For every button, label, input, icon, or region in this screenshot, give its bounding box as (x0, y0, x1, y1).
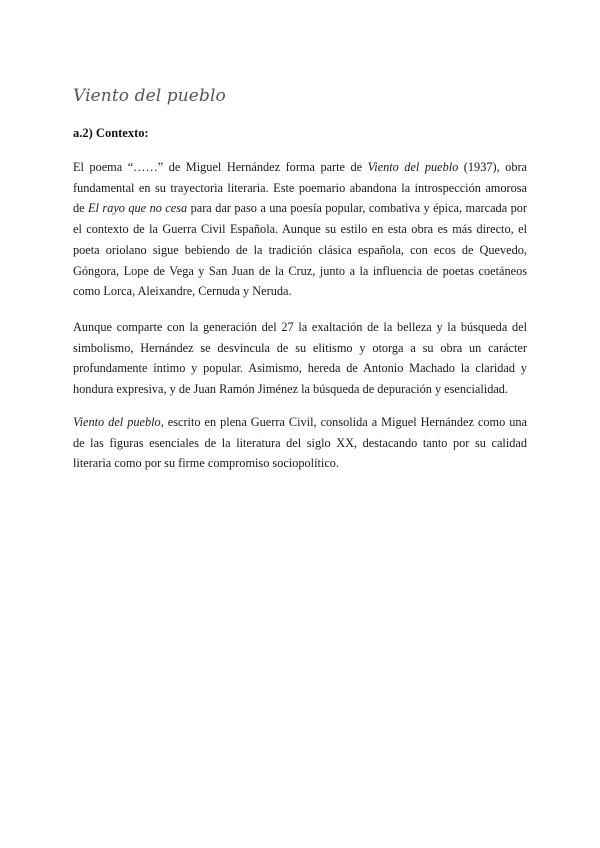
book-title-el-rayo-que-no-cesa: El rayo que no cesa (88, 201, 188, 216)
book-title-viento-del-pueblo: Viento del pueblo (367, 160, 459, 174)
book-title-viento-del-pueblo: Viento del pueblo (73, 415, 161, 429)
paragraph-1-text-b: (1937), obra fundamental en su trayectoria literaria. Este poemario abandona la introspección amorosa de (73, 160, 528, 216)
paragraph-3-text: , escrito en plena Guerra Civil, consolida a Miguel Hernández como una de las figuras esenciales de la literatura del siglo XX, destacando tanto por su calidad literaria como por su firme compromiso sociopolítico. (73, 415, 528, 471)
context-paragraph-1 (73, 157, 527, 302)
paragraph-1-text-a: El poema “……” de Miguel Hernández forma parte de (73, 160, 368, 174)
context-paragraph-3 (73, 412, 527, 474)
section-heading: a.2) Contexto: (73, 126, 149, 140)
paragraph-1-text-c: para dar paso a una poesía popular, combativa y épica, marcada por el contexto de la Guerra Civil Española. Aunque su estilo en esta obra es más directo, el poeta oriolano sigue bebiendo de la tradición clásica española, con ecos de Quevedo, Góngora, Lope de Vega y San Juan de la Cruz, junto a la influencia de poetas coetáneos como Lorca, Aleixandre, Cernuda y Neruda. (73, 201, 527, 299)
document-title: Viento del pueblo (73, 86, 226, 106)
context-paragraph-2: Aunque comparte con la generación del 27 la exaltación de la belleza y la búsqueda del simbolismo, Hernández se desvincula de su elitismo y otorga a su obra un carácter profundamente íntimo y popular. Asimismo, hereda de Antonio Machado la claridad y hondura expresiva, y de Juan Ramón Jiménez la búsqueda de depuración y esencialidad. (73, 320, 527, 397)
